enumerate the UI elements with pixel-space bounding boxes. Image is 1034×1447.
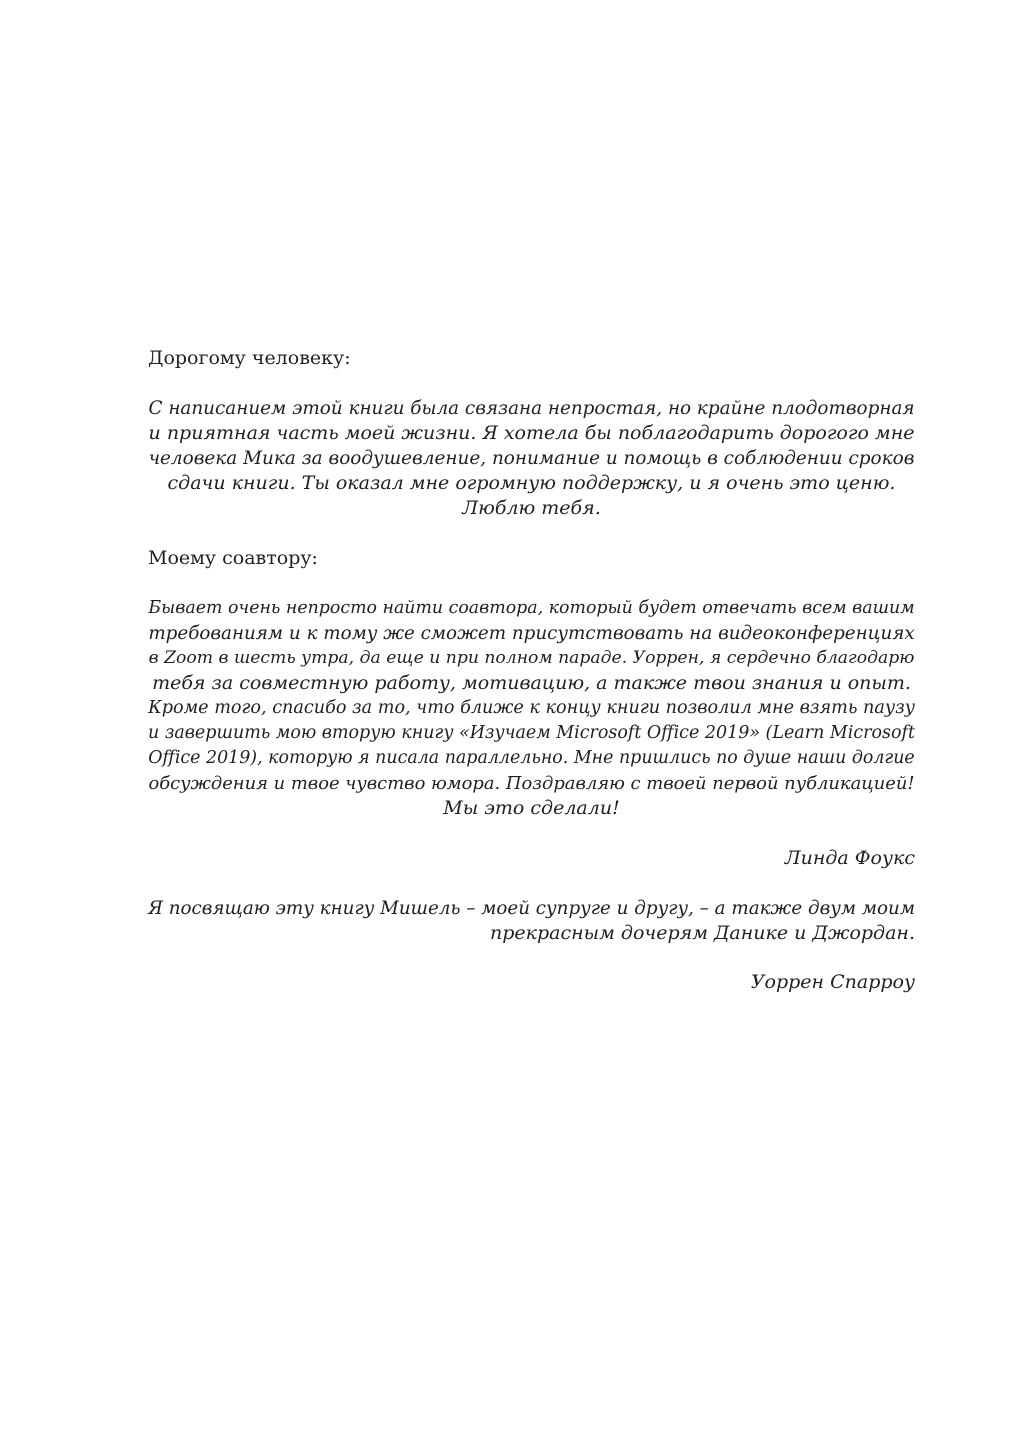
paragraph-line: С написанием этой книги была связана непростая, но крайне плодотворная	[148, 398, 915, 419]
paragraph-line: и завершить мою вторую книгу «Изучаем Microsoft Office 2019» (Learn Microsoft	[148, 723, 915, 743]
paragraph-line: Office 2019), которую я писала параллельно. Мне пришлись по душе наши долгие	[148, 748, 915, 768]
paragraph-line: Мы это сделали!	[443, 797, 620, 819]
paragraph-line: человека Мика за воодушевление, понимание и помощь в соблюдении сроков	[148, 448, 915, 469]
dedication-paragraph-second	[148, 596, 915, 821]
signature-text: Уоррен Спарроу	[750, 971, 915, 993]
paragraph-line: Люблю тебя.	[462, 497, 601, 519]
dedication-paragraph-first	[148, 396, 915, 521]
signature-first	[148, 846, 915, 871]
paragraph-line: в Zoom в шесть утра, да еще и при полном параде. Уоррен, я сердечно благодарю	[148, 648, 915, 668]
paragraph-line: тебя за совместную работу, мотивацию, а также твои знания и опыт.	[152, 672, 911, 694]
paragraph-line: сдачи книги. Ты оказал мне огромную поддержку, и я очень это ценю.	[167, 472, 896, 494]
dedication-paragraph-third	[148, 896, 915, 946]
paragraph-line: Я посвящаю эту книгу Мишель – моей супруге и другу, – а также двум моим	[148, 898, 915, 919]
paragraph-line: и приятная часть моей жизни. Я хотела бы поблагодарить дорогого мне	[148, 422, 915, 444]
dedication-heading-second: Моему соавтору:	[148, 547, 318, 569]
signature-text: Линда Фоукс	[784, 847, 915, 869]
paragraph-line: прекрасным дочерям Данике и Джордан.	[490, 922, 915, 944]
paragraph-line: Бывает очень непросто найти соавтора, который будет отвечать всем вашим	[148, 598, 915, 618]
paragraph-line: требованиям и к тому же сможет присутствовать на видеоконференциях	[148, 623, 915, 644]
dedication-heading-first: Дорогому человеку:	[148, 347, 351, 369]
signature-second	[148, 970, 915, 995]
paragraph-line: обсуждения и твое чувство юмора. Поздравляю с твоей первой публикацией!	[148, 773, 915, 794]
paragraph-line: Кроме того, спасибо за то, что ближе к концу книги позволил мне взять паузу	[148, 698, 915, 718]
